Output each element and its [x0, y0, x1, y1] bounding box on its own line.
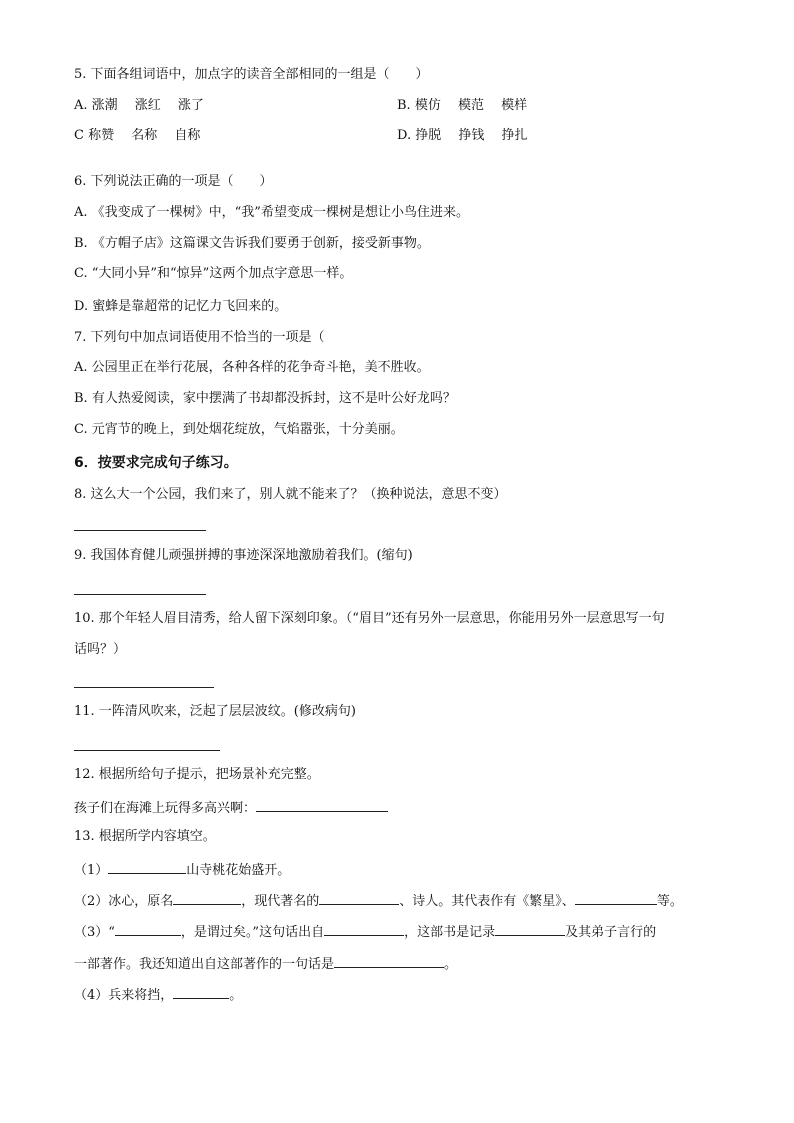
q13-part4-b: 。 — [229, 988, 243, 1003]
q6-option-a: A. 《我变成了一棵树》中，“我”希望变成一棵树是想让小鸟住进来。 — [74, 205, 469, 220]
q11-text: 11. 一阵清风吹来，泛起了层层波纹。(修改病句) — [74, 704, 356, 719]
q11-answer-line[interactable] — [74, 749, 220, 751]
q13-part3-e: 一部著作。我还知道出自这部著作的一句话是 — [74, 957, 335, 972]
q13-part3-a: （3）“ — [74, 925, 115, 940]
q13-part2-blank-2[interactable] — [319, 890, 399, 905]
q13-part3-d: 及其弟子言行的 — [565, 925, 657, 940]
q5-option-b: B. 模仿 模范 模样 — [397, 98, 528, 113]
q13-part4-a: （4）兵来将挡， — [74, 988, 174, 1003]
q13-part3-blank-3[interactable] — [495, 921, 565, 936]
q13-part4 — [74, 984, 242, 1005]
q13-part2-b: ，现代著名的 — [241, 894, 320, 909]
q12-blank[interactable] — [256, 797, 388, 812]
q13-part3-c: ，这部书是记录 — [404, 925, 496, 940]
q13-part4-blank[interactable] — [173, 984, 229, 999]
q13-part3-blank-1[interactable] — [115, 921, 181, 936]
q6-option-d: D. 蜜蜂是靠超常的记忆力飞回来的。 — [74, 299, 288, 314]
q5-option-d: D. 挣脱 挣钱 挣扎 — [397, 128, 528, 143]
q8-text: 8. 这么大一个公园，我们来了，别人就不能来了？（换种说法，意思不变） — [74, 487, 507, 502]
q13-part2 — [74, 890, 683, 911]
q10-text-line1: 10. 那个年轻人眉目清秀，给人留下深刻印象。（“眉目”还有另外一层意思，你能用另外一层意思写一句 — [74, 611, 665, 626]
q7-option-c: C. 元宵节的晚上，到处烟花绽放，气焰嚣张，十分美丽。 — [74, 422, 404, 437]
q13-part1-label: （1） — [74, 863, 109, 878]
q10-text-line2: 话吗？） — [74, 642, 127, 657]
q9-text: 9. 我国体育健儿顽强拼搏的事迹深深地激励着我们。(缩句) — [74, 548, 413, 563]
q10-answer-line[interactable] — [74, 686, 214, 688]
q9-answer-line[interactable] — [74, 593, 206, 595]
section-heading: 6．按要求完成句子练习。 — [74, 455, 238, 471]
q13-stem: 13. 根据所学内容填空。 — [74, 829, 216, 844]
q12-stem: 12. 根据所给句子提示，把场景补充完整。 — [74, 767, 320, 782]
q13-part3-line1 — [74, 921, 656, 942]
q6-option-b: B. 《方帽子店》这篇课文告诉我们要勇于创新，接受新事物。 — [74, 236, 430, 251]
q13-part1-text: 山寺桃花始盛开。 — [186, 863, 291, 878]
q13-part2-blank-3[interactable] — [575, 890, 657, 905]
q5-option-a: A. 涨潮 涨红 涨了 — [74, 98, 204, 113]
q13-part2-d: 等。 — [656, 894, 683, 909]
q5-option-c: C 称赞 名称 自称 — [74, 128, 201, 143]
q12-prompt-line — [74, 797, 388, 818]
q6-stem: 6. 下列说法正确的一项是（ ） — [74, 174, 273, 189]
q12-prompt: 孩子们在海滩上玩得多高兴啊： — [74, 801, 257, 816]
q13-part1 — [74, 859, 290, 880]
q13-part2-blank-1[interactable] — [173, 890, 241, 905]
q13-part3-f: 。 — [444, 957, 458, 972]
q13-part3-line2 — [74, 953, 457, 974]
q13-part3-blank-4[interactable] — [334, 953, 444, 968]
q7-stem: 7. 下列句中加点词语使用不恰当的一项是（ — [74, 330, 325, 345]
q13-part1-blank[interactable] — [108, 859, 186, 874]
q5-stem: 5. 下面各组词语中，加点字的读音全部相同的一组是（ ） — [74, 67, 429, 82]
q13-part2-a: （2）冰心，原名 — [74, 894, 174, 909]
q6-option-c: C. “大同小异”和“惊异”这两个加点字意思一样。 — [74, 266, 353, 281]
q13-part3-blank-2[interactable] — [324, 921, 404, 936]
q7-option-a: A. 公园里正在举行花展，各种各样的花争奇斗艳，美不胜收。 — [74, 360, 430, 375]
q7-option-b: B. 有人热爱阅读，家中摆满了书却都没拆封，这不是叶公好龙吗？ — [74, 391, 456, 406]
q13-part3-b: ，是谓过矣。”这句话出自 — [180, 925, 325, 940]
q8-answer-line[interactable] — [74, 529, 206, 531]
q13-part2-c: 、诗人。其代表作有《繁星》、 — [399, 894, 575, 909]
